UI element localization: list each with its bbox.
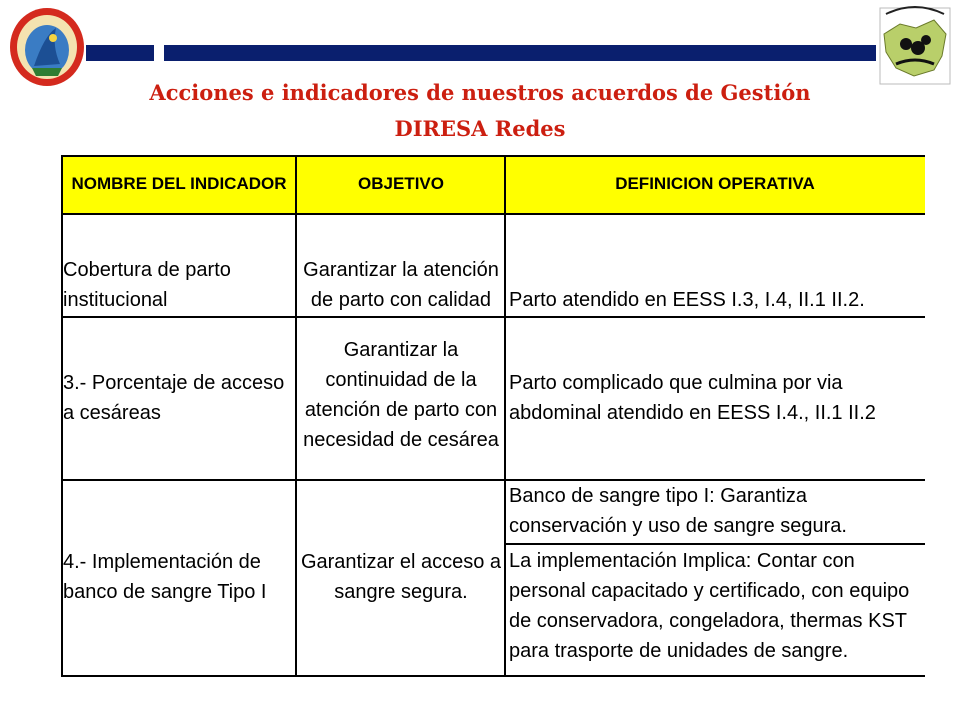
table-border-left bbox=[61, 155, 63, 677]
header-nombre: NOMBRE DEL INDICADOR bbox=[61, 155, 297, 213]
table-row-2-nombre bbox=[63, 368, 295, 430]
row-3-split-line bbox=[504, 543, 925, 545]
cell-line: para trasporte de unidades de sangre. bbox=[509, 640, 849, 662]
cell-line: Garantizar la atención bbox=[303, 259, 499, 281]
table-row-2-objetivo bbox=[297, 335, 505, 459]
table-row-1-definicion bbox=[509, 285, 923, 317]
cell-line: banco de sangre Tipo I bbox=[63, 581, 267, 603]
cell-line: conservación y uso de sangre segura. bbox=[509, 515, 847, 537]
table-row-1-objetivo bbox=[297, 255, 505, 317]
header-objetivo: OBJETIVO bbox=[297, 155, 505, 213]
table-row-2-definicion bbox=[509, 368, 923, 430]
gobierno-regional-logo bbox=[8, 6, 86, 88]
header-bottom-line bbox=[61, 213, 925, 215]
table-border-bottom bbox=[61, 675, 925, 677]
cell-line: de conservadora, congeladora, thermas KST bbox=[509, 610, 907, 632]
table-row-1-nombre bbox=[63, 255, 295, 317]
cell-line: personal capacitado y certificado, con equipo bbox=[509, 580, 910, 602]
cell-line: Cobertura de parto bbox=[63, 259, 231, 281]
cell-line: La implementación Implica: Contar con bbox=[509, 550, 855, 572]
cell-line: Garantizar el acceso a bbox=[300, 551, 502, 573]
row-1-bottom-line bbox=[61, 316, 925, 318]
cell-line: 4.- Implementación de bbox=[63, 551, 261, 573]
header-bar-short bbox=[86, 45, 154, 61]
table-row-3-objetivo bbox=[297, 547, 505, 609]
column-divider-1 bbox=[295, 155, 297, 677]
table-row-3-nombre bbox=[63, 547, 295, 609]
cell-line: Parto complicado que culmina por via bbox=[509, 372, 843, 394]
cell-line: necesidad de cesárea bbox=[303, 429, 499, 451]
cell-line: sangre segura. bbox=[334, 581, 468, 603]
table-row-3-definicion-b bbox=[509, 546, 923, 670]
page-subtitle: DIRESA Redes bbox=[394, 116, 566, 141]
cell-line: atención de parto con bbox=[304, 399, 498, 421]
page-title: Acciones e indicadores de nuestros acuerdos de Gestión bbox=[149, 80, 811, 105]
cell-line: Banco de sangre tipo I: Garantiza bbox=[509, 485, 807, 507]
cell-line: de parto con calidad bbox=[310, 289, 492, 311]
header-definicion: DEFINICION OPERATIVA bbox=[505, 155, 925, 213]
cell-line: Garantizar la bbox=[343, 339, 459, 361]
cell-line: a cesáreas bbox=[63, 402, 161, 424]
direccion-regional-salud-logo bbox=[876, 4, 954, 88]
table-border-top bbox=[61, 155, 925, 157]
cell-line: Parto atendido en EESS I.3, I.4, II.1 II.2. bbox=[509, 289, 865, 311]
cell-line: institucional bbox=[63, 289, 168, 311]
cell-line: 3.- Porcentaje de acceso bbox=[63, 372, 285, 394]
column-divider-2 bbox=[504, 155, 506, 677]
cell-line: abdominal atendido en EESS I.4., II.1 II.2 bbox=[509, 402, 876, 424]
table-row-3-definicion-a bbox=[509, 481, 923, 543]
cell-line: continuidad de la bbox=[325, 369, 477, 391]
row-2-bottom-line bbox=[61, 479, 925, 481]
header-bar-long bbox=[164, 45, 876, 61]
